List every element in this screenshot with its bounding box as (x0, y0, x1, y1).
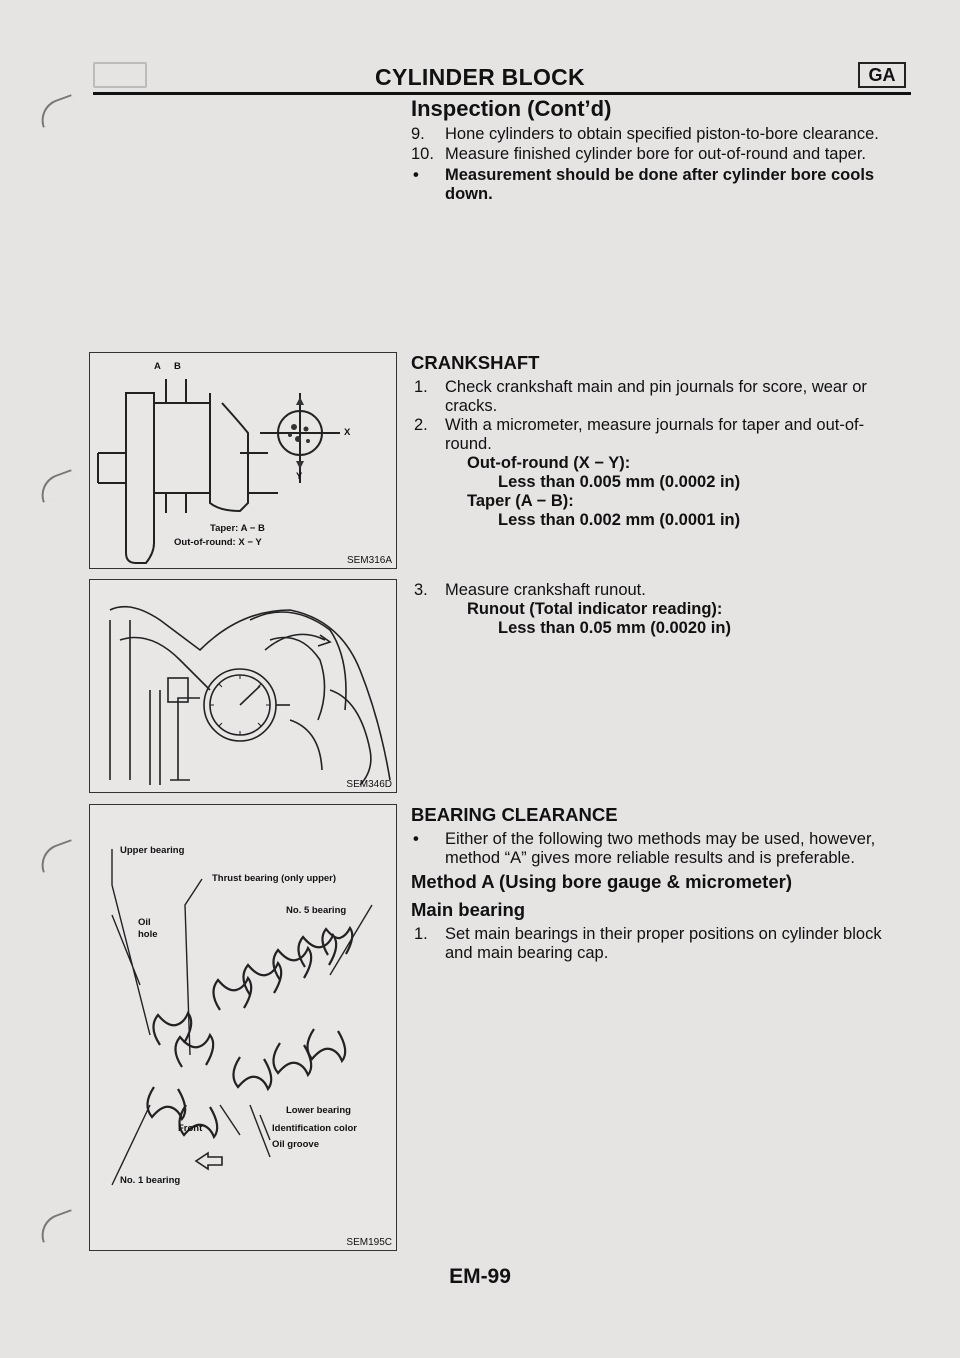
bearing-note-line1: Either of the following two methods may be used, however, (445, 830, 876, 848)
crank-step1-line2: cracks. (445, 397, 498, 415)
punch-mark (35, 94, 78, 128)
crankshaft-journal-drawing (90, 353, 396, 568)
punch-mark (35, 469, 78, 503)
taper-label: Taper (A − B): (467, 492, 574, 510)
figure-main-bearings (89, 804, 397, 1251)
note-bullet: • (413, 166, 419, 184)
bearing-clearance-heading: BEARING CLEARANCE (411, 804, 618, 825)
lower-bearing-label: Lower bearing (286, 1105, 351, 1116)
header-rule (93, 92, 911, 95)
label-x: X (344, 427, 351, 438)
upper-bearing-label: Upper bearing (120, 845, 185, 856)
taper-formula: Taper: A − B (210, 523, 265, 534)
step-number: 10. (411, 145, 434, 163)
oil-groove-label: Oil groove (272, 1139, 319, 1150)
label-b: B (174, 361, 181, 372)
bearing-note-line2: method “A” gives more reliable results and is preferable. (445, 849, 855, 867)
out-of-round-label: Out-of-round (X − Y): (467, 454, 631, 472)
runout-value: Less than 0.05 mm (0.0020 in) (498, 619, 731, 637)
punch-mark (35, 839, 78, 873)
step-number: 9. (411, 125, 425, 143)
crank-step2-line2: round. (445, 435, 492, 453)
crankshaft-heading: CRANKSHAFT (411, 352, 540, 373)
taper-value: Less than 0.002 mm (0.0001 in) (498, 511, 741, 529)
oil-hole-label-line2: hole (138, 929, 158, 940)
label-a: A (154, 361, 161, 372)
step-number: 1. (414, 925, 428, 943)
note-bullet: • (413, 830, 419, 848)
step-number: 1. (414, 378, 428, 396)
method-a-heading: Method A (Using bore gauge & micrometer) (411, 871, 792, 892)
section-subtitle: Inspection (Cont’d) (411, 96, 612, 121)
figure-code: SEM316A (346, 555, 392, 566)
crank-step1-line1: Check crankshaft main and pin journals for score, wear or (445, 378, 867, 396)
figure-code: SEM195C (346, 1237, 392, 1248)
measurement-note-line2: down. (445, 185, 493, 203)
no1-bearing-label: No. 1 bearing (120, 1175, 181, 1186)
front-label: Front (178, 1123, 203, 1134)
label-y: Y (296, 471, 303, 482)
main-bearing-heading: Main bearing (411, 899, 526, 920)
runout-dial-gauge-drawing (90, 580, 396, 792)
thrust-bearing-label: Thrust bearing (only upper) (212, 873, 337, 884)
figure-crankshaft-runout (89, 579, 397, 793)
section-tab-left (93, 62, 147, 88)
out-of-round-formula: Out-of-round: X − Y (174, 537, 262, 548)
oil-hole-label-line1: Oil (138, 917, 151, 928)
figure-code: SEM346D (346, 779, 392, 790)
step-text: Hone cylinders to obtain specified piston-to-bore clearance. (445, 125, 879, 143)
figure-journal-measurement (89, 352, 397, 569)
measurement-note-line1: Measurement should be done after cylinder bore cools (445, 166, 875, 184)
page-title: CYLINDER BLOCK (375, 64, 585, 90)
identification-color-label: Identification color (272, 1123, 357, 1134)
page-number: EM-99 (449, 1265, 511, 1288)
step-text: Measure finished cylinder bore for out-of-round and taper. (445, 145, 866, 163)
crank-step3-text: Measure crankshaft runout. (445, 581, 646, 599)
section-code: GA (858, 62, 906, 88)
step-number: 3. (414, 581, 428, 599)
runout-label: Runout (Total indicator reading): (467, 600, 723, 618)
crank-step2-line1: With a micrometer, measure journals for taper and out-of- (445, 416, 865, 434)
no5-bearing-label: No. 5 bearing (286, 905, 347, 916)
out-of-round-value: Less than 0.005 mm (0.0002 in) (498, 473, 741, 491)
step-number: 2. (414, 416, 428, 434)
main-bearing-step1-line1: Set main bearings in their proper positions on cylinder block (445, 925, 882, 943)
punch-mark (35, 1209, 78, 1243)
main-bearing-step1-line2: and main bearing cap. (445, 944, 609, 962)
